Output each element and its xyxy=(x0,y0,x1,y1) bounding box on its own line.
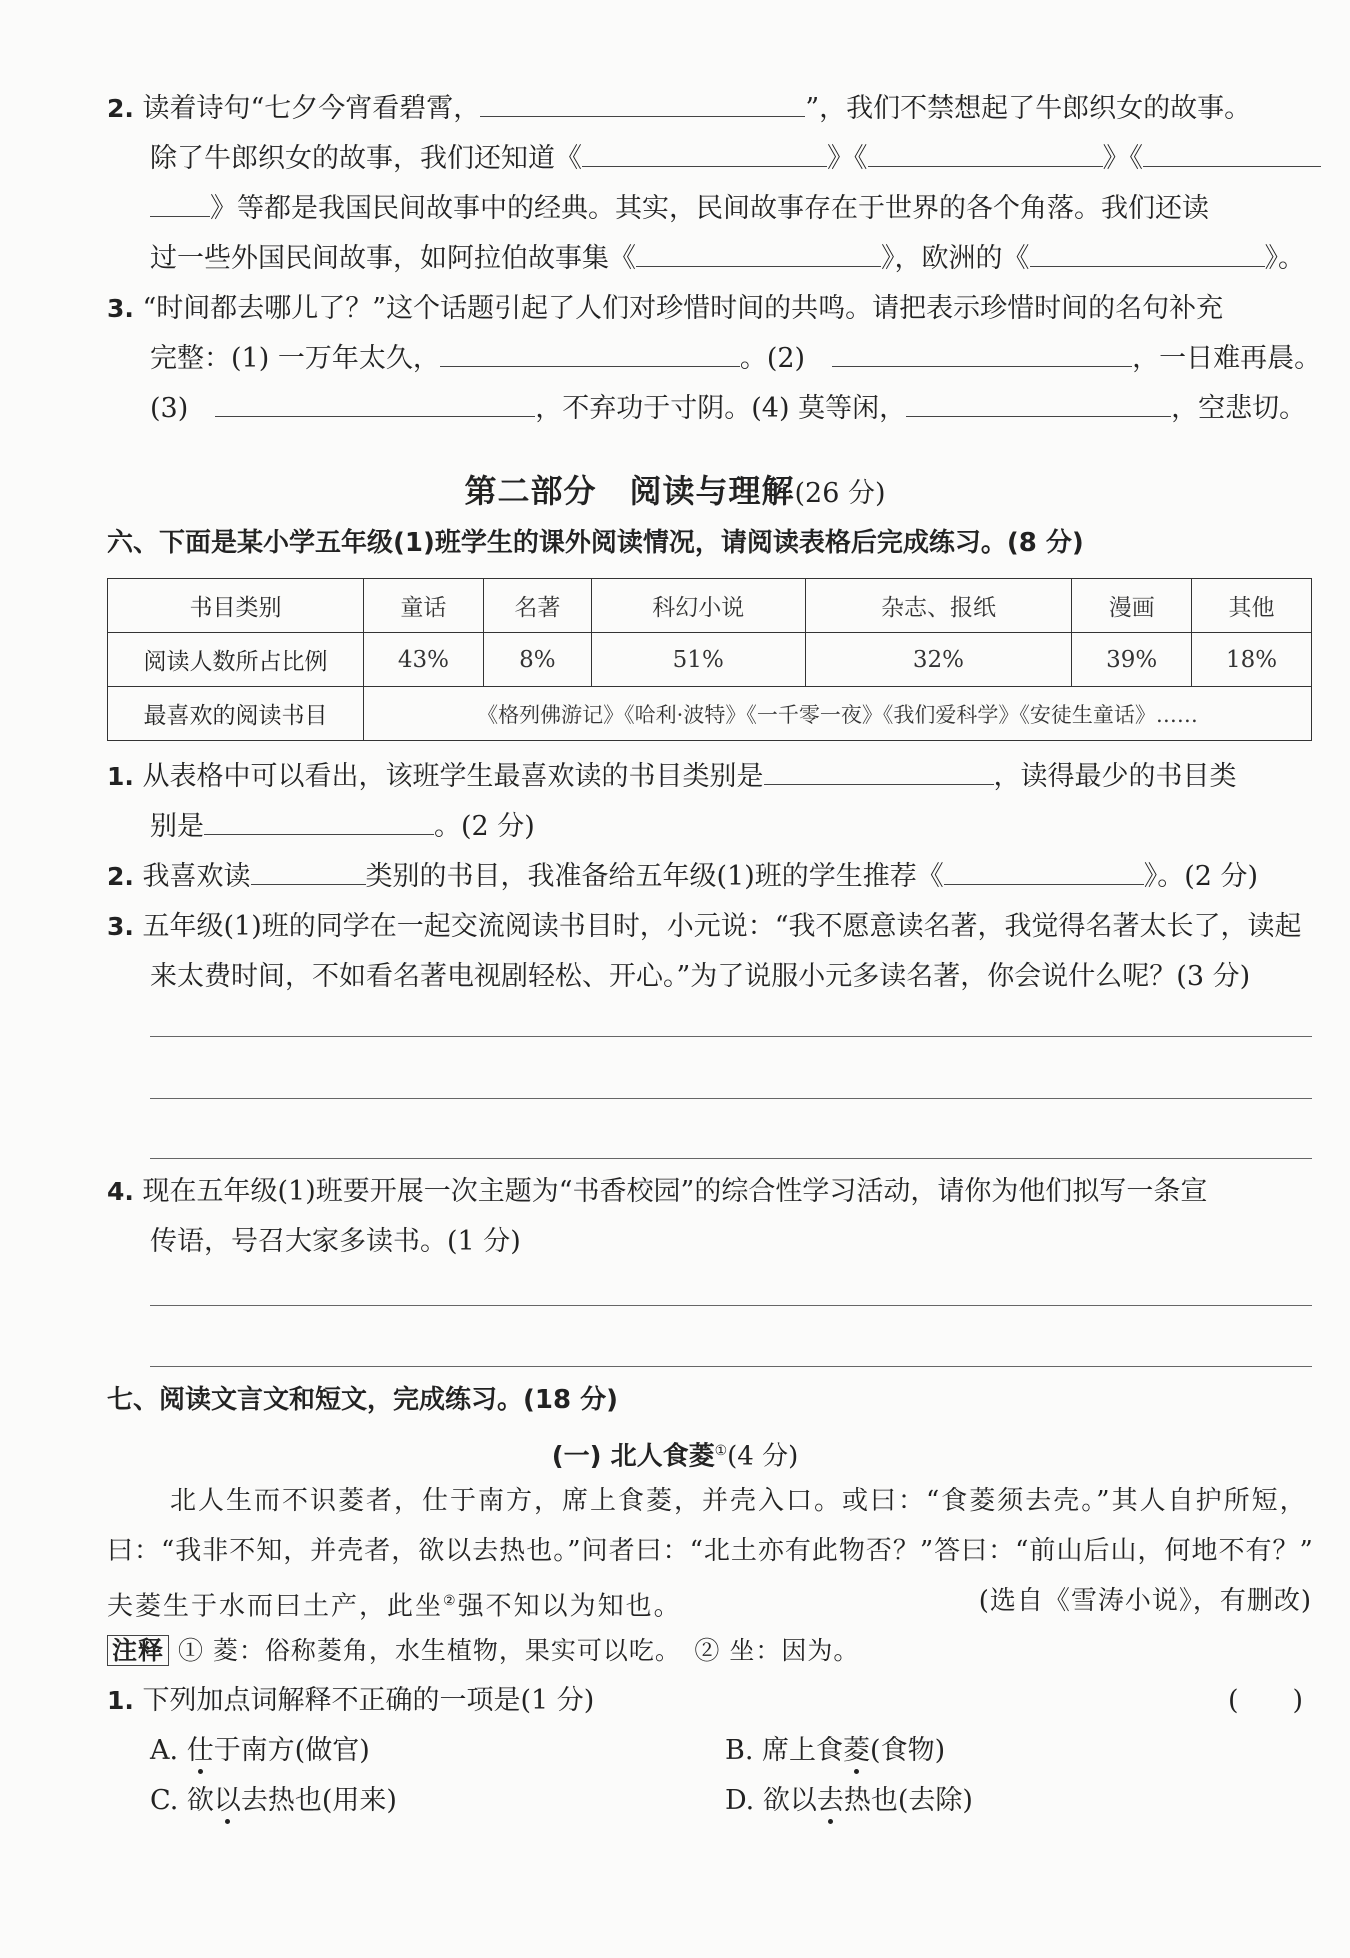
table-row xyxy=(108,633,1312,687)
table-header-percent: 阅读人数所占比例 xyxy=(108,633,364,687)
sec6-q2-number: 2. xyxy=(107,862,134,891)
annotation-label: 注释 xyxy=(107,1635,169,1666)
sec6-q4-answer-line[interactable] xyxy=(150,1305,1312,1306)
table-row xyxy=(108,687,1312,741)
sec6-q2-text: 我喜欢读 xyxy=(142,861,251,892)
option-b[interactable] xyxy=(725,1734,945,1768)
table-cell: 杂志、报纸 xyxy=(805,579,1072,633)
table-cell: 其他 xyxy=(1192,579,1312,633)
sec6-q3-text: 五年级(1)班的同学在一起交流阅读书目时，小元说：“我不愿意读名著，我觉得名著太长了，读起 xyxy=(142,911,1302,942)
q2-blank-arabic[interactable] xyxy=(636,244,881,267)
q2-line3 xyxy=(150,192,1209,226)
classical-text-line3 xyxy=(107,1584,682,1624)
table-cell: 漫画 xyxy=(1072,579,1192,633)
table-cell: 童话 xyxy=(364,579,484,633)
sec6-q1-blank-most[interactable] xyxy=(764,762,994,785)
option-c[interactable] xyxy=(150,1784,397,1818)
q2-line1 xyxy=(107,92,1251,126)
sec6-q4-text: 现在五年级(1)班要开展一次主题为“书香校园”的综合性学习活动，请你为他们拟写一条宣 xyxy=(142,1176,1208,1207)
q2-blank-story2[interactable] xyxy=(868,144,1103,167)
option-text: 于南方(做官) xyxy=(213,1735,370,1766)
sec6-q1-line1 xyxy=(107,760,1237,794)
sec6-q4-line1 xyxy=(107,1175,1207,1209)
sec7-title-text: 七、阅读文言文和短文，完成练习。 xyxy=(107,1385,524,1415)
option-d[interactable] xyxy=(725,1784,973,1818)
q2-blank-poem[interactable] xyxy=(480,94,805,117)
option-label: D. xyxy=(725,1785,755,1816)
q3-text: ，不弃功于寸阴。(4) 莫等闲， xyxy=(535,393,907,424)
q2-blank-story3[interactable] xyxy=(1143,144,1321,167)
answer-paren[interactable]: ( ) xyxy=(1228,1685,1304,1716)
q3-text: 完整：(1) 一万年太久， xyxy=(150,343,440,374)
option-label: A. xyxy=(150,1735,179,1766)
sec6-q3-line2: 来太费时间，不如看名著电视剧轻松、开心。”为了说服小元多读名著，你会说什么呢？(3 分) xyxy=(150,961,1251,992)
q2-blank-europe[interactable] xyxy=(1030,244,1265,267)
classical-text: 夫菱生于水而曰土产，此坐 xyxy=(107,1591,444,1622)
q2-text: 》《 xyxy=(1102,143,1143,174)
q3-blank-2[interactable] xyxy=(832,344,1132,367)
sec7-q1-number: 1. xyxy=(107,1686,134,1715)
sec6-q3-answer-line[interactable] xyxy=(150,1158,1312,1159)
q2-text: 除了牛郎织女的故事，我们还知道《 xyxy=(150,143,582,174)
part2-title: 第二部分 阅读与理解 xyxy=(464,472,795,510)
sec7-q1-text: 下列加点词解释不正确的一项是(1 分) xyxy=(142,1685,595,1716)
table-header-category: 书目类别 xyxy=(108,579,364,633)
option-text: 欲以 xyxy=(762,1785,817,1816)
q3-blank-3[interactable] xyxy=(215,394,535,417)
reading-table xyxy=(107,578,1312,741)
table-cell: 43% xyxy=(364,633,484,687)
option-label: B. xyxy=(725,1735,754,1766)
annotation xyxy=(107,1634,859,1668)
option-text: 去热也(用来) xyxy=(240,1785,397,1816)
table-row xyxy=(108,579,1312,633)
sec7-q1-line xyxy=(107,1684,594,1718)
sec7-sub-score: (4 分) xyxy=(727,1441,799,1472)
option-a[interactable] xyxy=(150,1734,370,1768)
q2-text: 读着诗句“七夕今宵看碧霄， xyxy=(142,93,481,124)
sec6-q3-number: 3. xyxy=(107,912,134,941)
dotted-word: 以 xyxy=(213,1785,241,1816)
sec6-q1-blank-least[interactable] xyxy=(204,812,434,835)
q3-text: ，一日难再晨。 xyxy=(1132,343,1322,374)
sec6-title: 六、下面是某小学五年级(1)班学生的课外阅读情况，请阅读表格后完成练习。(8 分) xyxy=(107,528,1084,558)
sec6-q2-text: 类别的书目，我准备给五年级(1)班的学生推荐《 xyxy=(365,861,944,892)
q2-text: 》。 xyxy=(1264,243,1305,274)
q3-line3 xyxy=(150,392,1306,426)
table-cell: 科幻小说 xyxy=(591,579,805,633)
q2-text: ”，我们不禁想起了牛郎织女的故事。 xyxy=(805,93,1252,124)
sec6-q3-answer-line[interactable] xyxy=(150,1036,1312,1037)
sec6-q1-number: 1. xyxy=(107,762,134,791)
sec6-q4-answer-line[interactable] xyxy=(150,1366,1312,1367)
table-cell-favorites: 《格列佛游记》《哈利·波特》《一千零一夜》《我们爱科学》《安徒生童话》…… xyxy=(364,687,1312,741)
q2-line2 xyxy=(150,142,1321,176)
q3-text: “时间都去哪儿了？”这个话题引起了人们对珍惜时间的共鸣。请把表示珍惜时间的名句补充 xyxy=(142,293,1224,324)
q2-blank-story1[interactable] xyxy=(582,144,827,167)
q2-blank-story3-cont[interactable] xyxy=(150,194,210,217)
classical-text-line2: 曰：“我非不知，并壳者，欲以去热也。”问者曰：“北土亦有此物否？”答曰：“前山后山，何地不有？” xyxy=(107,1536,1314,1566)
sec6-q1-line2 xyxy=(150,810,535,844)
sec7-sub-title: (一) 北人食菱 xyxy=(551,1441,715,1472)
q2-text: 》《 xyxy=(827,143,868,174)
table-cell: 39% xyxy=(1072,633,1192,687)
q3-blank-1[interactable] xyxy=(440,344,740,367)
sec6-q1-text: 从表格中可以看出，该班学生最喜欢读的书目类别是 xyxy=(142,761,764,792)
sec6-q2-blank-book[interactable] xyxy=(944,862,1144,885)
q3-text: ，空悲切。 xyxy=(1171,393,1307,424)
part2-heading xyxy=(0,466,1350,512)
q3-line1 xyxy=(107,292,1223,326)
sec6-q1-text: 别是 xyxy=(150,811,204,842)
q3-line2 xyxy=(150,342,1321,376)
table-cell: 名著 xyxy=(483,579,591,633)
sec6-q1-text: 。(2 分) xyxy=(434,811,535,842)
table-header-favorites: 最喜欢的阅读书目 xyxy=(108,687,364,741)
source-note: (选自《雪涛小说》，有删改) xyxy=(978,1586,1312,1616)
sec6-q2-blank-category[interactable] xyxy=(251,862,366,885)
q2-text: 》，欧洲的《 xyxy=(881,243,1030,274)
option-text: 热也(去除) xyxy=(843,1785,973,1816)
sec7-title-score: (18 分) xyxy=(523,1385,619,1415)
table-cell: 51% xyxy=(591,633,805,687)
option-text: 席上食 xyxy=(762,1735,844,1766)
q2-number: 2. xyxy=(107,94,134,123)
part2-score: (26 分) xyxy=(794,478,886,509)
sec6-q1-text: ，读得最少的书目类 xyxy=(993,761,1237,792)
dotted-word: 去 xyxy=(816,1785,844,1816)
q3-text: 。(2) xyxy=(739,343,806,374)
annotation-text: ① 菱：俗称菱角，水生植物，果实可以吃。 ② 坐：因为。 xyxy=(177,1636,860,1665)
sec6-q3-line1 xyxy=(107,910,1302,944)
sec6-q2-text: 》。(2 分) xyxy=(1143,861,1259,892)
dotted-word: 仕 xyxy=(186,1735,214,1766)
q3-blank-4[interactable] xyxy=(906,394,1171,417)
q2-line4 xyxy=(150,242,1305,276)
q2-text: 过一些外国民间故事，如阿拉伯故事集《 xyxy=(150,243,636,274)
sec6-q2-line xyxy=(107,860,1258,894)
option-text: 欲 xyxy=(186,1785,214,1816)
footnote-marker: ① xyxy=(714,1443,728,1459)
table-cell: 32% xyxy=(805,633,1072,687)
q3-number: 3. xyxy=(107,294,134,323)
sec7-title xyxy=(107,1383,618,1417)
sec6-q4-line2: 传语，号召大家多读书。(1 分) xyxy=(150,1226,521,1257)
option-label: C. xyxy=(150,1785,179,1816)
sec6-q4-number: 4. xyxy=(107,1177,134,1206)
footnote-marker: ② xyxy=(443,1593,458,1609)
dotted-word: 菱 xyxy=(843,1735,871,1766)
table-cell: 8% xyxy=(483,633,591,687)
classical-text-line1: 北人生而不识菱者，仕于南方，席上食菱，并壳入口。或曰：“食菱须去壳。”其人自护所短， xyxy=(170,1486,1308,1516)
q2-text: 》等都是我国民间故事中的经典。其实，民间故事存在于世界的各个角落。我们还读 xyxy=(210,193,1209,224)
table-cell: 18% xyxy=(1192,633,1312,687)
option-text: (食物) xyxy=(870,1735,946,1766)
sec6-q3-answer-line[interactable] xyxy=(150,1098,1312,1099)
q3-text: (3) xyxy=(150,393,189,424)
sec7-sub-heading xyxy=(0,1434,1350,1474)
classical-text: 强不知以为知也。 xyxy=(457,1591,682,1622)
